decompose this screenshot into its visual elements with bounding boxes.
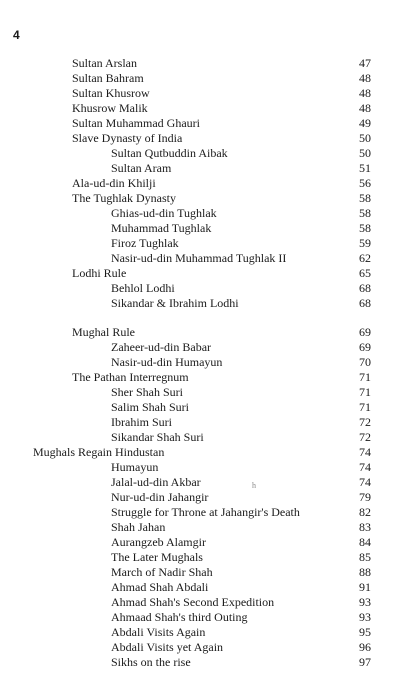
toc-entry [0,86,416,101]
toc-entry [0,221,416,236]
toc-entry-page: 70 [359,355,371,369]
toc-entry-page: 83 [359,520,371,534]
toc-entry [0,176,416,191]
toc-entry-title: Zaheer-ud-din Babar [111,340,212,354]
toc-entry [0,191,416,206]
toc-entry [0,430,416,445]
section-gap [0,311,416,325]
toc-entry-title: Humayun [111,460,159,474]
toc-entry-title: Behlol Lodhi [111,281,175,295]
toc-entry [0,460,416,475]
toc-entry [0,101,416,116]
toc-entry-title: Lodhi Rule [72,266,127,280]
toc-entry-title: Struggle for Throne at Jahangir's Death [111,505,300,519]
toc-entry-title: Ahmad Shah's Second Expedition [111,595,275,609]
toc-entry-page: 49 [359,116,371,130]
toc-entry-page: 88 [359,565,371,579]
toc-entry-page: 85 [359,550,371,564]
toc-entry [0,251,416,266]
toc-entry [0,355,416,370]
toc-entry [0,655,416,670]
toc-entry-title: Sultan Arslan [72,56,137,70]
toc-entry [0,131,416,146]
toc-entry [0,266,416,281]
page-number: 4 [13,28,20,42]
toc-entry-page: 68 [359,296,371,310]
toc-entry [0,475,416,490]
toc-entry-page: 74 [359,460,371,474]
toc-entry [0,116,416,131]
toc-entry-page: 71 [359,385,371,399]
toc-entry-page: 71 [359,400,371,414]
toc-entry-title: Mughal Rule [72,325,135,339]
toc-entry [0,296,416,311]
toc-entry [0,490,416,505]
toc-entry-page: 82 [359,505,371,519]
toc-entry [0,385,416,400]
toc-entry [0,56,416,71]
print-smudge-mark: h [252,481,256,490]
toc-entry-page: 72 [359,415,371,429]
toc-entry-page: 93 [359,610,371,624]
toc-entry-page: 79 [359,490,371,504]
toc-entry-title: Nasir-ud-din Muhammad Tughlak II [111,251,287,265]
toc-entry-title: Mughals Regain Hindustan [33,445,165,459]
toc-entry [0,400,416,415]
toc-entry-page: 48 [359,71,371,85]
toc-entry-title: Sher Shah Suri [111,385,183,399]
toc-entry-page: 69 [359,325,371,339]
toc-entry-page: 65 [359,266,371,280]
toc-entry-title: Sultan Qutbuddin Aibak [111,146,228,160]
toc-entry-title: Sikandar Shah Suri [111,430,204,444]
toc-entry-page: 48 [359,101,371,115]
toc-entry-page: 59 [359,236,371,250]
toc-entry-title: Sikhs on the rise [111,655,191,669]
toc-entry-page: 74 [359,445,371,459]
toc-entry-title: Khusrow Malik [72,101,148,115]
toc-entry-title: Jalal-ud-din Akbar [111,475,201,489]
toc-entry-page: 58 [359,206,371,220]
toc-entry [0,71,416,86]
toc-entry-title: Salim Shah Suri [111,400,190,414]
toc-entry-title: The Pathan Interregnum [72,370,189,384]
toc-entry [0,565,416,580]
toc-entry-page: 93 [359,595,371,609]
toc-entry-title: Sultan Aram [111,161,172,175]
toc-entry [0,161,416,176]
toc-entry [0,325,416,340]
toc-entry-title: Ahmaad Shah's third Outing [111,610,248,624]
toc-entry-page: 50 [359,131,371,145]
toc-entry [0,340,416,355]
toc-entry-page: 95 [359,625,371,639]
toc-entry-title: Shah Jahan [111,520,166,534]
table-of-contents [0,56,416,670]
toc-entry-title: Nur-ud-din Jahangir [111,490,209,504]
toc-entry [0,550,416,565]
toc-entry-page: 74 [359,475,371,489]
toc-entry-page: 62 [359,251,371,265]
toc-entry-title: Ahmad Shah Abdali [111,580,209,594]
toc-entry-title: Sikandar & Ibrahim Lodhi [111,296,239,310]
toc-entry-page: 96 [359,640,371,654]
toc-entry-page: 68 [359,281,371,295]
toc-entry-title: Nasir-ud-din Humayun [111,355,223,369]
toc-entry [0,535,416,550]
toc-entry-page: 48 [359,86,371,100]
toc-entry-page: 69 [359,340,371,354]
toc-entry [0,505,416,520]
toc-entry-title: The Tughlak Dynasty [72,191,177,205]
toc-entry [0,206,416,221]
toc-entry-page: 47 [359,56,371,70]
toc-entry [0,610,416,625]
toc-entry-title: Ibrahim Suri [111,415,172,429]
toc-entry [0,445,416,460]
toc-entry-title: Sultan Bahram [72,71,144,85]
toc-entry [0,520,416,535]
toc-entry [0,415,416,430]
toc-entry-page: 91 [359,580,371,594]
toc-entry-title: Sultan Khusrow [72,86,150,100]
toc-entry-title: March of Nadir Shah [111,565,213,579]
toc-entry [0,640,416,655]
toc-entry-title: Abdali Visits yet Again [111,640,224,654]
toc-entry [0,595,416,610]
toc-entry-page: 71 [359,370,371,384]
toc-entry-title: The Later Mughals [111,550,203,564]
toc-entry-title: Aurangzeb Alamgir [111,535,206,549]
toc-entry-title: Ala-ud-din Khilji [72,176,156,190]
toc-entry [0,580,416,595]
toc-entry-page: 58 [359,221,371,235]
toc-entry-title: Abdali Visits Again [111,625,206,639]
toc-entry [0,625,416,640]
toc-entry-title: Firoz Tughlak [111,236,179,250]
toc-entry-title: Slave Dynasty of India [72,131,183,145]
toc-entry-page: 50 [359,146,371,160]
toc-entry-title: Ghias-ud-din Tughlak [111,206,217,220]
toc-entry [0,281,416,296]
toc-entry-title: Sultan Muhammad Ghauri [72,116,200,130]
toc-entry-title: Muhammad Tughlak [111,221,212,235]
toc-entry-page: 97 [359,655,371,669]
toc-entry-page: 51 [359,161,371,175]
toc-entry-page: 56 [359,176,371,190]
toc-entry-page: 84 [359,535,371,549]
toc-entry [0,146,416,161]
toc-entry [0,236,416,251]
toc-entry [0,370,416,385]
toc-entry-page: 58 [359,191,371,205]
toc-entry-page: 72 [359,430,371,444]
